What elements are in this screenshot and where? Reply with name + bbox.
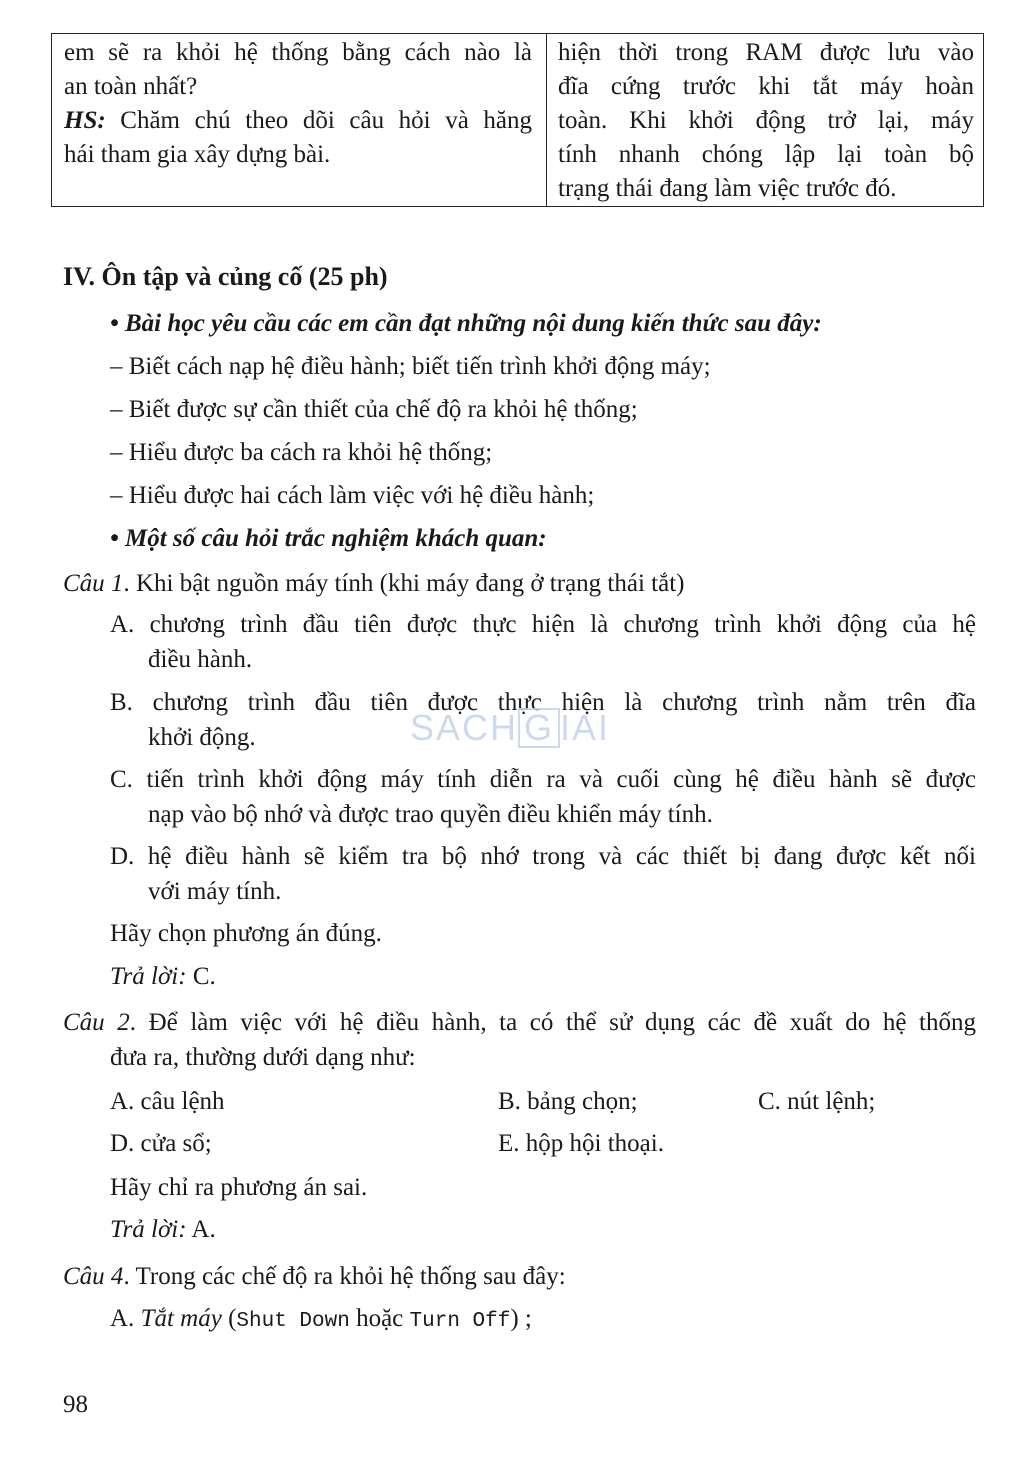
q2-prompt: Hãy chỉ ra phương án sai. (110, 1174, 368, 1201)
right-line-3: toàn. Khi khởi động trở lại, máy (558, 107, 974, 134)
q4-a-code-turnoff: Turn Off (409, 1310, 511, 1333)
section-heading: IV. Ôn tập và củng cố (25 ph) (63, 262, 388, 291)
q1-text: . Khi bật nguồn máy tính (khi máy đang ở trạng thái tắt) (123, 570, 685, 597)
q1-option-d-line2: với máy tính. (148, 878, 282, 905)
right-line-1: hiện thời trong RAM được lưu vào (558, 39, 974, 66)
watermark-logo (410, 708, 610, 748)
q4-a-or: hoặc (349, 1305, 410, 1332)
q2-option-a: A. câu lệnh (110, 1088, 225, 1115)
hs-line-1 (64, 104, 532, 138)
table-left-cell (64, 36, 532, 172)
q4-a-end: ) ; (510, 1305, 532, 1332)
q2-answer (110, 1213, 216, 1247)
hs-line-2: hái tham gia xây dựng bài. (64, 141, 331, 168)
q1-option-a-line1: A. chương trình đầu tiên được thực hiện là chương trình khởi động của hệ (110, 611, 976, 638)
watermark-right: IAI (560, 707, 611, 748)
watermark-box: G (518, 708, 560, 748)
q1-option-c-line1: C. tiến trình khởi động máy tính diễn ra và cuối cùng hệ điều hành sẽ được (110, 766, 976, 793)
q2-label: Câu 2 (63, 1009, 130, 1036)
table-right-cell (558, 36, 974, 206)
q2-option-b: B. bảng chọn; (498, 1088, 638, 1115)
q2-option-c: C. nút lệnh; (758, 1088, 876, 1115)
q4-a-prefix: A. (110, 1305, 141, 1332)
q1-prompt: Hãy chọn phương án đúng. (110, 920, 382, 947)
q1-option-b-line1: B. chương trình đầu tiên được thực hiện là chương trình nằm trên đĩa (110, 689, 976, 716)
q2-stem-line2: đưa ra, thường dưới dạng như: (110, 1044, 416, 1071)
left-line-2: an toàn nhất? (64, 73, 198, 100)
page-number: 98 (63, 1391, 88, 1418)
q2-answer-label: Trả lời: (110, 1216, 187, 1243)
hs-text-1: Chăm chú theo dõi câu hỏi và hăng (105, 107, 532, 134)
q1-option-d-line1: D. hệ điều hành sẽ kiểm tra bộ nhớ trong và các thiết bị đang được kết nối (110, 843, 976, 870)
q2-option-e: E. hộp hội thoại. (498, 1130, 664, 1157)
q4-a-code-shutdown: Shut Down (236, 1310, 350, 1333)
watermark-left: SACH (410, 707, 519, 748)
q1-answer (110, 960, 216, 994)
q2-stem-line1 (63, 1006, 976, 1040)
hs-label: HS: (64, 107, 106, 134)
q1-option-c-line2: nạp vào bộ nhớ và được trao quyền điều khiển máy tính. (148, 801, 713, 828)
answer-table (51, 33, 984, 207)
objective-item-3: – Hiểu được ba cách ra khỏi hệ thống; (110, 439, 493, 466)
bullet-objectives: • Bài học yêu cầu các em cần đạt những nội dung kiến thức sau đây: (110, 310, 822, 337)
q1-option-a-line2: điều hành. (148, 646, 253, 673)
q4-option-a (110, 1302, 532, 1339)
q2-text-1: . Để làm việc với hệ điều hành, ta có thể sử dụng các đề xuất do hệ thống (129, 1009, 976, 1036)
q4-a-paren: ( (221, 1305, 237, 1332)
objective-item-4: – Hiểu được hai cách làm việc với hệ điều hành; (110, 482, 595, 509)
objective-item-2: – Biết được sự cần thiết của chế độ ra khỏi hệ thống; (110, 396, 638, 423)
right-line-4: tính nhanh chóng lập lại toàn bộ (558, 141, 974, 168)
q1-answer-label: Trả lời: (110, 963, 187, 990)
q4-text: . Trong các chế độ ra khỏi hệ thống sau đây: (123, 1263, 566, 1290)
q1-answer-value: C. (186, 963, 216, 990)
q4-label: Câu 4 (63, 1263, 124, 1290)
q4-a-italic: Tắt máy (140, 1305, 222, 1332)
q1-label: Câu 1 (63, 570, 124, 597)
q4-stem (63, 1260, 566, 1294)
q1-stem (63, 567, 684, 601)
q2-answer-value: A. (186, 1216, 216, 1243)
q1-option-b-line2: khởi động. (148, 724, 256, 751)
q2-option-d: D. cửa sổ; (110, 1130, 212, 1157)
right-line-5: trạng thái đang làm việc trước đó. (558, 175, 897, 202)
left-line-1: em sẽ ra khỏi hệ thống bằng cách nào là (64, 39, 532, 66)
bullet-questions: • Một số câu hỏi trắc nghiệm khách quan: (110, 525, 547, 552)
table-divider (546, 34, 547, 206)
objective-item-1: – Biết cách nạp hệ điều hành; biết tiến trình khởi động máy; (110, 353, 711, 380)
right-line-2: đĩa cứng trước khi tắt máy hoàn (558, 73, 974, 100)
